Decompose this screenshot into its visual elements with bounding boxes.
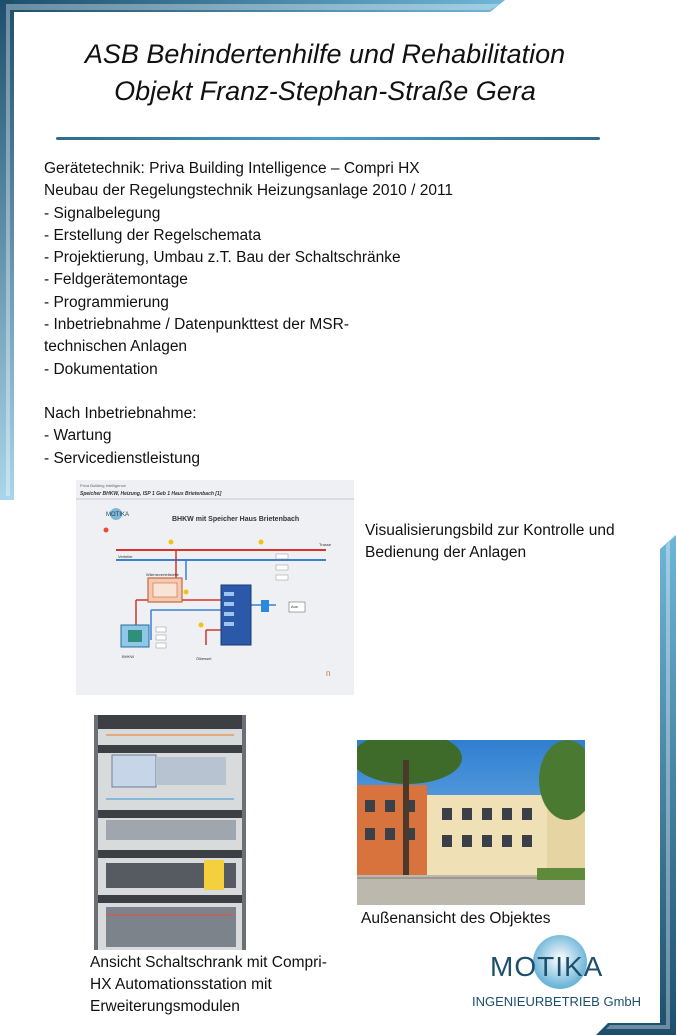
body-line: Neubau der Regelungstechnik Heizungsanlage 2010 / 2011 <box>44 182 454 200</box>
cabinet-caption-line-2: HX Automationsstation mit <box>90 976 272 993</box>
visualization-caption-line-2: Bedienung der Anlagen <box>365 544 527 561</box>
svg-text:Priva Building Intelligence: Priva Building Intelligence <box>80 483 126 488</box>
company-logo <box>470 932 660 1012</box>
viz-screen-title: BHKW mit Speicher Haus Brietenbach <box>172 516 300 523</box>
visualization-caption-line-1: Visualisierungsbild zur Kontrolle und <box>365 522 615 539</box>
svg-text:п: п <box>326 669 331 678</box>
viz-label-waermeverteilstelle: Wärmeverteilstelle <box>146 572 179 577</box>
logo-name: MOTIKA <box>490 951 604 982</box>
body-line: - Signalbelegung <box>44 204 161 222</box>
title-line-2: Objekt Franz-Stephan-Straße Gera <box>114 76 536 106</box>
viz-label-trasse: Trasse <box>319 542 332 547</box>
building-photo <box>357 740 585 905</box>
body-line: - Inbetriebnahme / Datenpunkttest der MSR- <box>44 316 349 334</box>
viz-label-oelkessel: Ölkessel <box>196 656 212 661</box>
body-line: - Erstellung der Regelschemata <box>44 226 262 244</box>
logo-subtitle: INGENIEURBETRIEB GmbH <box>472 994 642 1009</box>
body-line: - Feldgerätemontage <box>44 271 188 289</box>
body-line: Gerätetechnik: Priva Building Intelligence – Compri HX <box>44 160 420 177</box>
body-line: - Programmierung <box>44 293 169 311</box>
project-description <box>44 158 514 470</box>
body-line: technischen Anlagen <box>44 338 188 356</box>
cabinet-caption <box>90 952 327 1018</box>
visualization-caption <box>365 520 615 564</box>
viz-logo-text: MOTIKA <box>106 512 130 518</box>
body-line: - Wartung <box>44 427 112 445</box>
viz-label-verteiler: Verteiler <box>118 554 133 559</box>
title-divider <box>56 137 600 140</box>
cabinet-photo <box>94 715 246 950</box>
cabinet-caption-line-1: Ansicht Schaltschrank mit Compri- <box>90 954 327 971</box>
building-caption: Außenansicht des Objektes <box>361 910 551 927</box>
body-line: - Dokumentation <box>44 360 158 378</box>
body-line: - Servicedienstleistung <box>44 449 200 467</box>
visualization-screenshot <box>76 480 354 695</box>
cabinet-caption-line-3: Erweiterungsmodulen <box>90 998 240 1015</box>
body-line: - Projektierung, Umbau z.T. Bau der Schaltschränke <box>44 249 401 267</box>
viz-screen-header: Speicher BHKW, Heizung, ISP 1 Geb 1 Haus Brietenbach [1] <box>80 491 222 497</box>
title-line-1: ASB Behindertenhilfe und Rehabilitation <box>84 39 566 69</box>
page-title <box>20 36 630 110</box>
viz-label-aus: Aus <box>291 604 298 609</box>
after-commissioning-heading: Nach Inbetriebnahme: <box>44 404 197 422</box>
viz-label-bhkw: BHKW <box>122 654 134 659</box>
